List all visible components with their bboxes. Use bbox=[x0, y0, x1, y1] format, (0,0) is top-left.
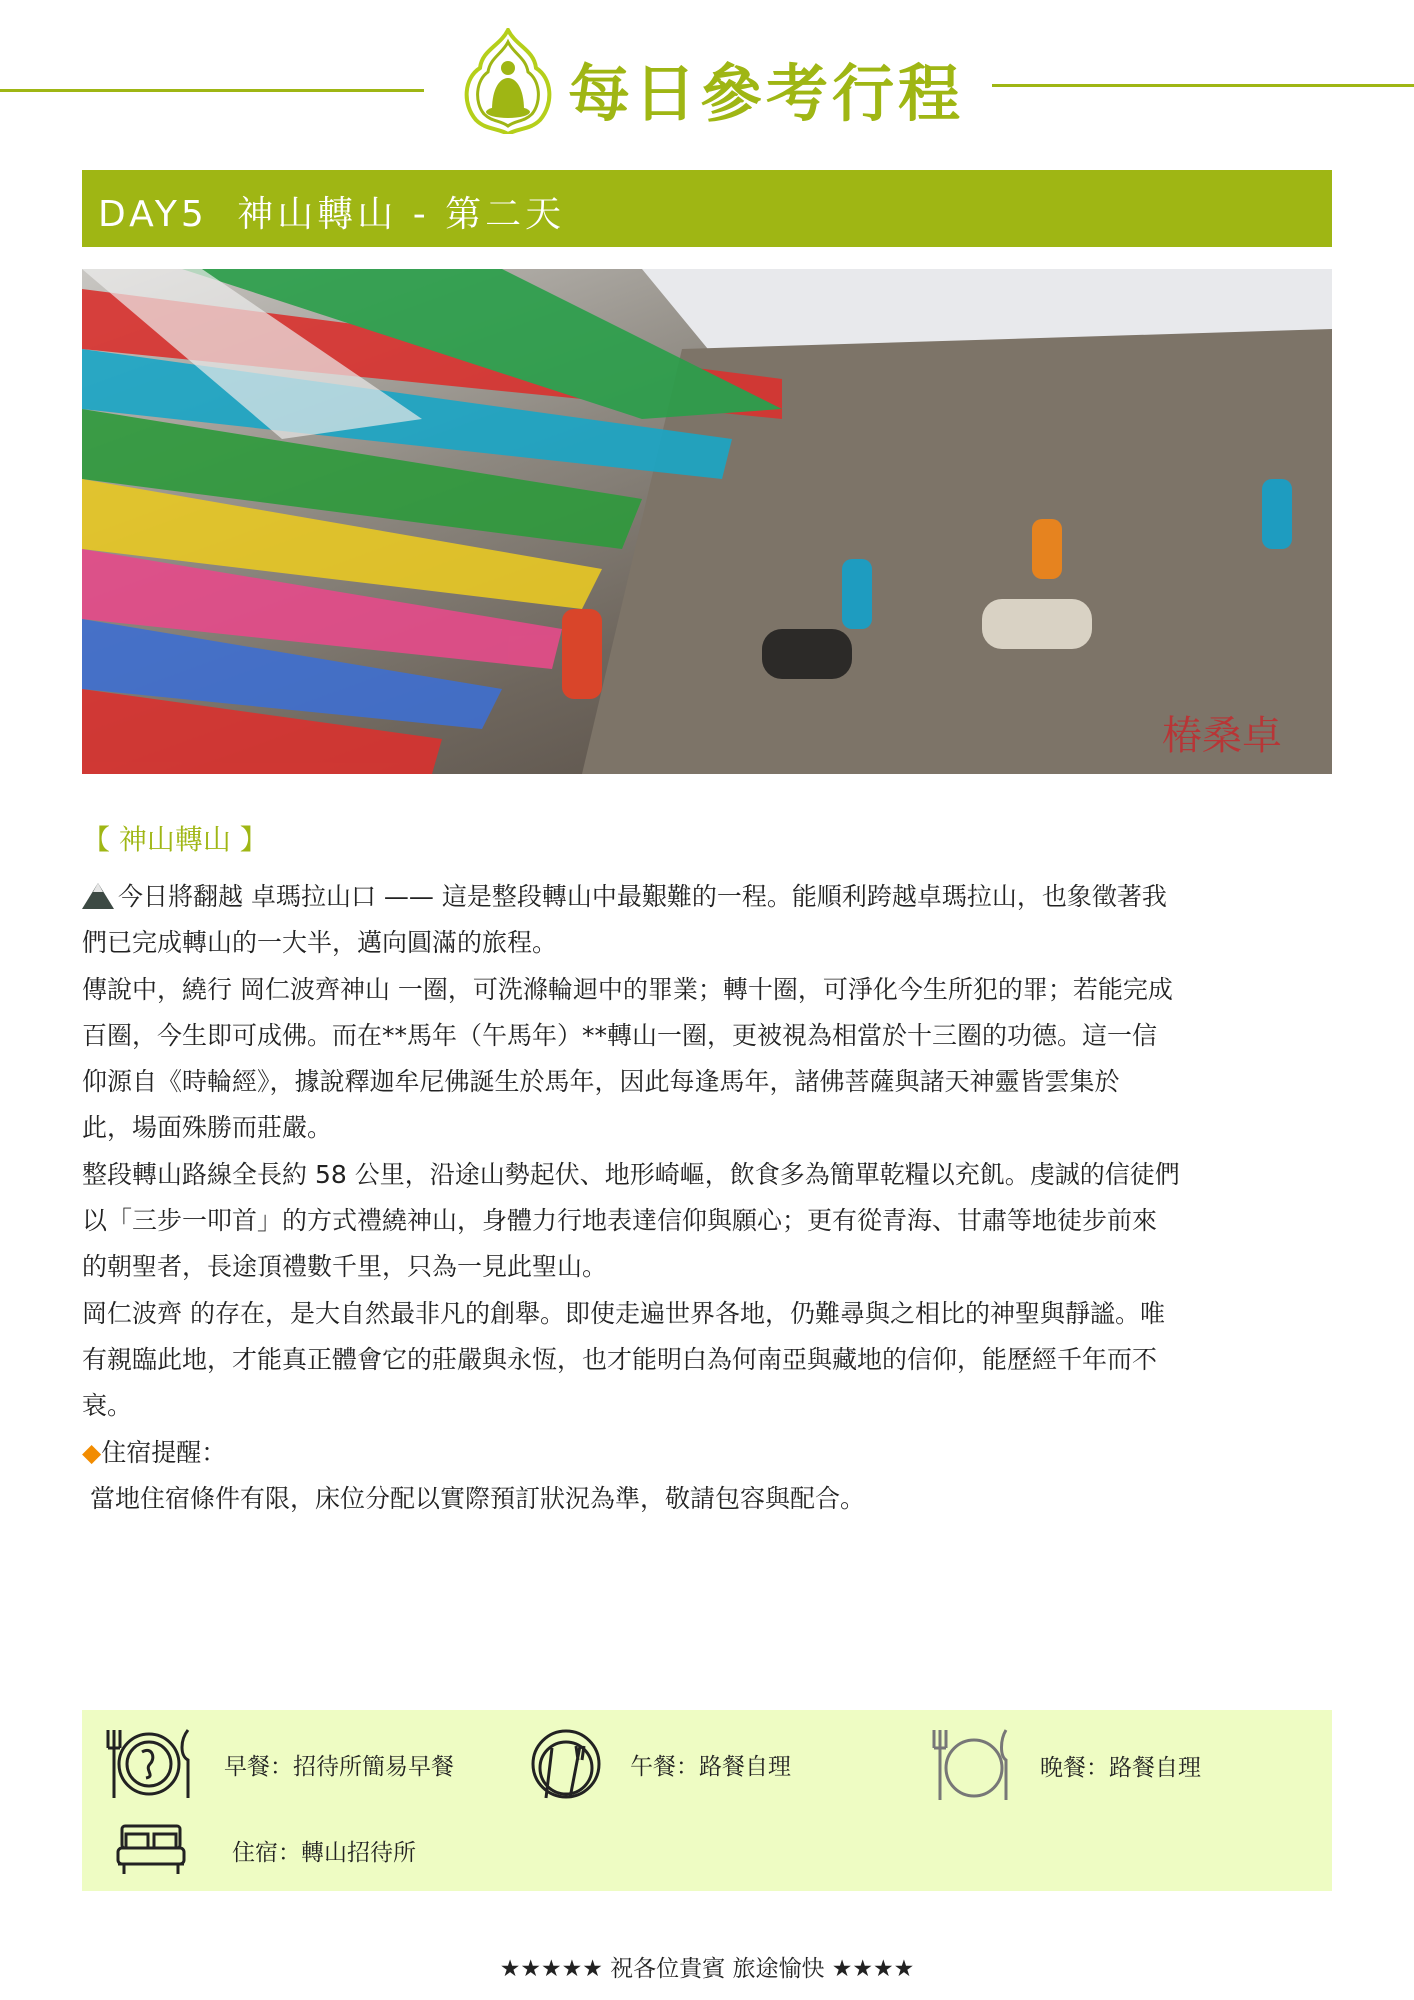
text-line: 仰源自《時輪經》，據說釋迦牟尼佛誕生於馬年，因此每逢馬年，諸佛菩薩與諸天神靈皆雲集於 bbox=[82, 1067, 1120, 1097]
section-title: 【 神山轉山 】 bbox=[82, 823, 268, 856]
dinner-plate-icon bbox=[930, 1728, 1012, 1802]
text-line: 衰。 bbox=[82, 1391, 133, 1421]
tip-title: ◆住宿提醒： bbox=[82, 1437, 227, 1467]
dinner-item: 晚餐：路餐自理 bbox=[930, 1728, 1201, 1802]
lunch-plate-icon bbox=[530, 1728, 602, 1800]
text-line: 此，場面殊勝而莊嚴。 bbox=[82, 1113, 333, 1143]
breakfast-item: 早餐：招待所簡易早餐 bbox=[102, 1728, 454, 1800]
tip-text: 當地住宿條件有限，床位分配以實際預訂狀況為準，敬請包容與配合。 bbox=[90, 1483, 866, 1513]
stars-left: ★★★★★ bbox=[499, 1956, 603, 1982]
stars-right: ★★★★ bbox=[831, 1956, 915, 1982]
header-line-left bbox=[0, 89, 424, 92]
lunch-item: 午餐：路餐自理 bbox=[530, 1728, 791, 1800]
text-line: 的朝聖者，長途頂禮數千里，只為一見此聖山。 bbox=[82, 1252, 608, 1282]
header-line-right bbox=[992, 84, 1414, 87]
prayer-flags-photo bbox=[82, 269, 1332, 774]
text-line: 百圈，今生即可成佛。而在**馬年（午馬年）**轉山一圈，更被視為相當於十三圈的功德。這一信 bbox=[82, 1020, 1158, 1050]
diamond-icon: ◆ bbox=[82, 1437, 102, 1467]
text-line: 傳說中，繞行 岡仁波齊神山 一圈，可洗滌輪迴中的罪業；轉十圈，可淨化今生所犯的罪；若能完成 bbox=[82, 974, 1173, 1004]
itinerary-text bbox=[82, 874, 1342, 1522]
text-line: 今日將翻越 卓瑪拉山口 —— 這是整段轉山中最艱難的一程。能順利跨越卓瑪拉山，也象徵著我 bbox=[82, 874, 1342, 920]
photo-watermark: 椿桑卓 bbox=[1162, 713, 1282, 759]
text-line: 整段轉山路線全長約 58 公里，沿途山勢起伏、地形崎嶇，飲食多為簡單乾糧以充飢。虔誠的信徒們 bbox=[82, 1159, 1180, 1189]
text-line: 們已完成轉山的一大半，邁向圓滿的旅程。 bbox=[82, 928, 558, 958]
day-label: DAY5 bbox=[98, 194, 208, 235]
photo-illustration bbox=[82, 269, 1332, 774]
footer-text: 祝各位貴賓 旅途愉快 bbox=[610, 1956, 825, 1982]
lodging-item: 住宿：轉山招待所 bbox=[116, 1824, 416, 1876]
buddha-logo-icon bbox=[456, 28, 560, 134]
text-line: 以「三步一叩首」的方式禮繞神山，身體力行地表達信仰與願心；更有從青海、甘肅等地徒步前來 bbox=[82, 1206, 1158, 1236]
breakfast-plate-icon bbox=[102, 1728, 196, 1800]
bed-icon bbox=[116, 1824, 186, 1876]
day-title: 神山轉山 - 第二天 bbox=[237, 194, 566, 235]
text-line: 有親臨此地，才能真正體會它的莊嚴與永恆，也才能明白為何南亞與藏地的信仰，能歷經千年而不 bbox=[82, 1344, 1158, 1374]
day-header bbox=[82, 170, 1332, 247]
meals-panel bbox=[82, 1710, 1332, 1891]
text-line: 岡仁波齊 的存在，是大自然最非凡的創舉。即使走遍世界各地，仍難尋與之相比的神聖與靜謐。唯 bbox=[82, 1298, 1165, 1328]
page-title: 每日參考行程 bbox=[568, 57, 965, 130]
footer-greeting bbox=[0, 1950, 1414, 1983]
mountain-icon bbox=[82, 883, 114, 909]
